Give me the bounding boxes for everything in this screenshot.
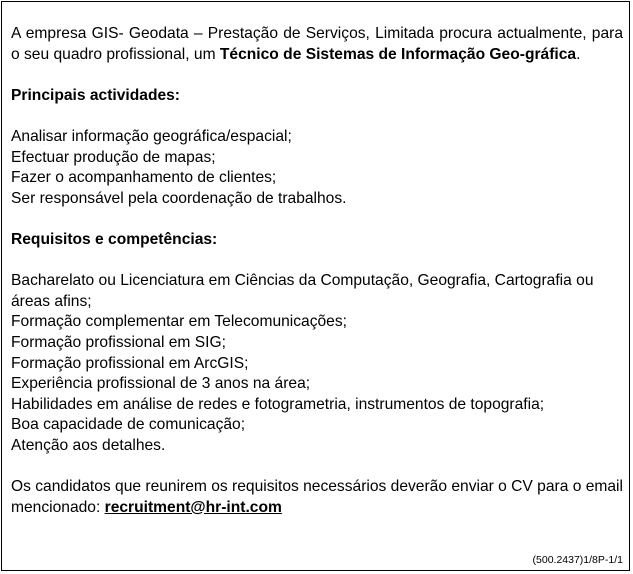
- spacer: [11, 251, 623, 272]
- job-advert-box: [1, 1, 630, 571]
- closing-paragraph: [11, 477, 623, 518]
- spacer: [11, 209, 623, 230]
- intro-paragraph: [11, 24, 623, 65]
- email-link[interactable]: recruitment@hr-int.com: [104, 498, 282, 516]
- closing-text: Os candidatos que reunirem os requisitos necessários deverão enviar o CV para o email mencionado:: [11, 478, 623, 516]
- spacer: [11, 65, 623, 86]
- requirement-item: Bacharelato ou Licenciatura em Ciências da Computação, Geografia, Cartografia ou áreas afins;: [11, 272, 594, 310]
- activity-item: Efectuar produção de mapas;: [11, 148, 216, 166]
- intro-text: A empresa GIS- Geodata – Prestação de Serviços, Limitada procura actualmente, para o seu quadro profissional, um: [11, 25, 623, 63]
- intro-end: .: [576, 45, 581, 63]
- requirement-item: Formação complementar em Telecomunicações;: [11, 313, 347, 331]
- requirement-item: Formação profissional em SIG;: [11, 333, 226, 351]
- job-title: Técnico de Sistemas de Informação Geo-gráfica: [219, 45, 577, 63]
- reference-code: (500.2437)1/8P-1/1: [532, 554, 623, 566]
- requirement-item: Boa capacidade de comunicação;: [11, 416, 246, 434]
- spacer: [11, 456, 623, 477]
- activity-item: Fazer o acompanhamento de clientes;: [11, 169, 277, 187]
- requirement-item: Formação profissional em ArcGIS;: [11, 354, 249, 372]
- requirement-item: Atenção aos detalhes.: [11, 436, 166, 454]
- requirement-item: Habilidades em análise de redes e fotogrametria, instrumentos de topografia;: [11, 395, 545, 413]
- activities-heading: Principais actividades:: [11, 86, 181, 104]
- advert-body: [11, 24, 623, 518]
- requirement-item: Experiência profissional de 3 anos na área;: [11, 375, 311, 393]
- requirements-heading: Requisitos e competências:: [11, 230, 218, 248]
- activity-item: Ser responsável pela coordenação de trabalhos.: [11, 189, 347, 207]
- activity-item: Analisar informação geográfica/espacial;: [11, 127, 292, 145]
- spacer: [11, 106, 623, 127]
